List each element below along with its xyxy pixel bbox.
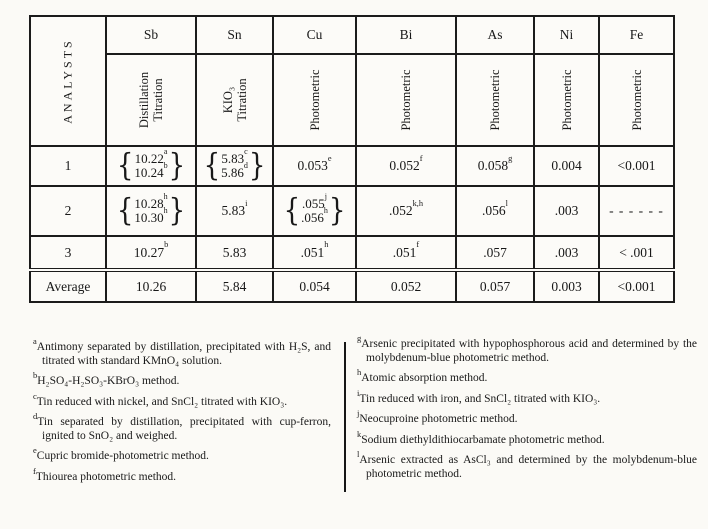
footnote-k: $^k$Sodium diethyldithiocarbamate photometric method. (357, 428, 605, 446)
row-label-analyst-2: 2 (30, 186, 106, 236)
table-cell: { 5.83$^c$ 5.86$^d$ } (196, 146, 273, 186)
method-line: Titration (151, 78, 165, 122)
table-cell: 0.004 (534, 146, 599, 186)
table-cell: 5.83$^i$ (196, 186, 273, 236)
brace-open-glyph: { (116, 193, 134, 229)
method-header-as (456, 54, 534, 146)
footnote-a: $^a$Antimony separated by distillation, precipitated with H₂S, and titrated with standard KMnO₄ solution. (33, 336, 331, 367)
footnote-column-divider (344, 342, 346, 492)
method-header-bi (356, 54, 456, 146)
table-cell: 10.26 (106, 270, 196, 302)
footnote-i: $^i$Tin reduced with iron, and SnCl₂ titrated with KIO₃. (357, 387, 601, 405)
brace-close-glyph: } (168, 148, 186, 184)
col-header-sn: Sn (196, 16, 273, 54)
col-header-fe: Fe (599, 16, 674, 54)
brace-open-glyph: { (203, 148, 221, 184)
col-header-bi: Bi (356, 16, 456, 54)
footnote-g: $^g$Arsenic precipitated with hypophosphorous acid and determined by the molybdenum-blue photometric method. (357, 333, 697, 364)
table-cell: <0.001 (599, 270, 674, 302)
footnote-c: $^c$Tin reduced with nickel, and SnCl₂ titrated with KIO₃. (33, 390, 288, 408)
footnote-j: $^j$Neocuproine photometric method. (357, 408, 518, 425)
footnote-f: $^f$Thiourea photometric method. (33, 465, 177, 483)
method-line: KIO₃ (220, 86, 235, 114)
table-cell: 5.83 (196, 236, 273, 270)
method-line: Photometric (559, 69, 574, 131)
brace-close-glyph: } (248, 148, 266, 184)
table-cell: .056$^l$ (456, 186, 534, 236)
table-cell: .003 (534, 186, 599, 236)
method-line: Distillation (137, 71, 151, 129)
brace-close-glyph: } (328, 193, 346, 229)
method-line: Photometric (629, 69, 644, 131)
table-cell: 10.27$^b$ (106, 236, 196, 270)
table-cell: .052$^{k,h}$ (356, 186, 456, 236)
table-cell: < .001 (599, 236, 674, 270)
table-cell: 0.058$^g$ (456, 146, 534, 186)
table-cell: 0.003 (534, 270, 599, 302)
table-cell: { .055$^j$ .056$^h$ } (273, 186, 356, 236)
method-header-ni (534, 54, 599, 146)
brace-close-glyph: } (168, 193, 186, 229)
table-cell: 0.052$^f$ (356, 146, 456, 186)
col-header-cu: Cu (273, 16, 356, 54)
analyst-results-table (29, 15, 675, 303)
footnote-d: $^d$Tin separated by distillation, precipitated with cup-ferron, ignited to SnO₂ and weighed. (33, 411, 331, 442)
footnote-b: $^b$H₂SO₄-H₂SO₃-KBrO₃ method. (33, 370, 180, 387)
col-header-sb: Sb (106, 16, 196, 54)
row-label-analyst-3: 3 (30, 236, 106, 270)
table-cell: { 10.28$^h$ 10.30$^h$ } (106, 186, 196, 236)
table-cell: 0.052 (356, 270, 456, 302)
footnotes-right-column (357, 333, 697, 488)
table-cell: .051$^h$ (273, 236, 356, 270)
table-cell: { 10.22$^a$ 10.24$^b$ } (106, 146, 196, 186)
method-line: Photometric (399, 69, 413, 131)
method-line: Titration (234, 78, 249, 122)
footnote-h: $^h$Atomic absorption method. (357, 367, 488, 384)
brace-open-glyph: { (283, 193, 301, 229)
table-cell: .057 (456, 236, 534, 270)
method-header-sn (196, 54, 273, 146)
footnote-l: $^l$Arsenic extracted as AsCl₃ and determined by the molybdenum-blue photometric method. (357, 449, 697, 480)
table-cell: 0.053e (273, 146, 356, 186)
brace-open-glyph: { (116, 148, 134, 184)
method-line: Photometric (307, 69, 322, 131)
table-cell: 0.057 (456, 270, 534, 302)
method-header-sb (106, 54, 196, 146)
method-line: Photometric (488, 69, 502, 131)
table-cell: .051$^f$ (356, 236, 456, 270)
row-label-analyst-1: 1 (30, 146, 106, 186)
table-cell: 0.054 (273, 270, 356, 302)
table-cell: 5.84 (196, 270, 273, 302)
table-cell-no-data: - - - - - - (599, 186, 674, 236)
table-cell: <0.001 (599, 146, 674, 186)
row-label-average: Average (30, 270, 106, 302)
footnotes-left-column (33, 336, 331, 491)
method-header-cu (273, 54, 356, 146)
col-header-ni: Ni (534, 16, 599, 54)
col-header-as: As (456, 16, 534, 54)
analysts-corner-header (30, 16, 106, 146)
table-cell: .003 (534, 236, 599, 270)
footnote-e: $^e$Cupric bromide-photometric method. (33, 445, 209, 462)
analysts-label: ANALYSTS (60, 38, 75, 124)
method-header-fe (599, 54, 674, 146)
